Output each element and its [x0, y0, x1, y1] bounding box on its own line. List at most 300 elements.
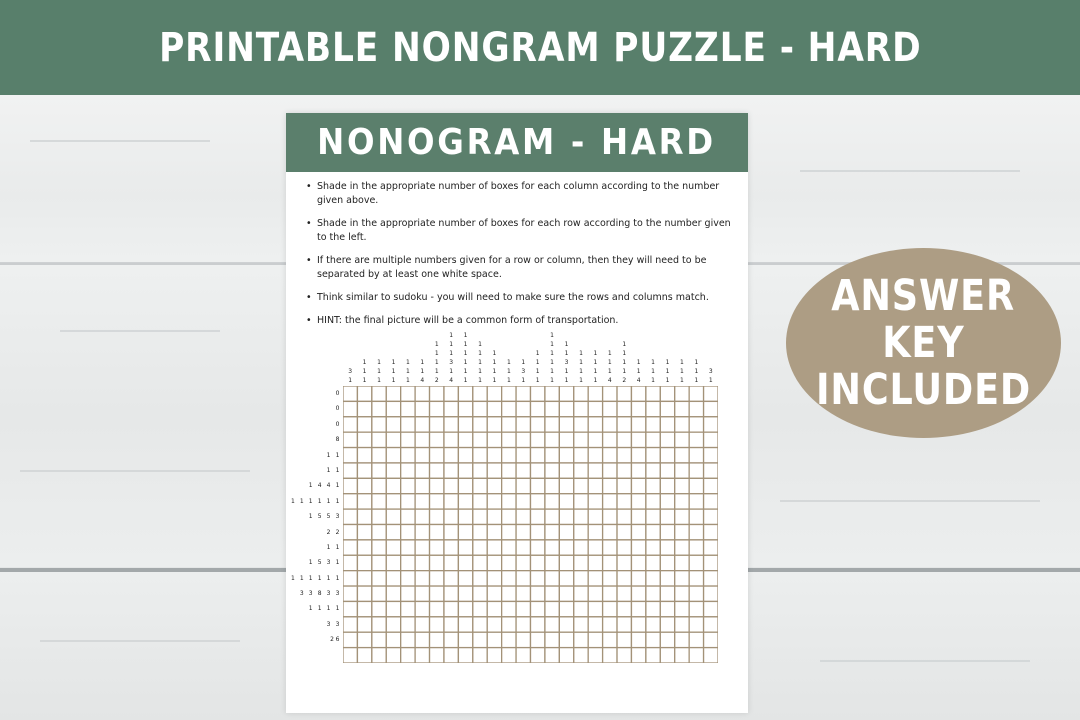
grid-cell[interactable] — [646, 448, 660, 463]
grid-cell[interactable] — [646, 555, 660, 570]
grid-cell[interactable] — [458, 448, 472, 463]
grid-cell[interactable] — [386, 417, 400, 432]
grid-cell[interactable] — [588, 509, 602, 524]
grid-cell[interactable] — [689, 555, 703, 570]
grid-cell[interactable] — [531, 601, 545, 616]
grid-cell[interactable] — [559, 617, 573, 632]
grid-cell[interactable] — [617, 417, 631, 432]
grid-cell[interactable] — [675, 617, 689, 632]
grid-cell[interactable] — [415, 448, 429, 463]
grid-cell[interactable] — [357, 463, 371, 478]
grid-cell[interactable] — [487, 648, 501, 663]
grid-cell[interactable] — [588, 432, 602, 447]
grid-cell[interactable] — [574, 555, 588, 570]
grid-cell[interactable] — [372, 525, 386, 540]
grid-cell[interactable] — [617, 648, 631, 663]
grid-cell[interactable] — [415, 571, 429, 586]
grid-cell[interactable] — [444, 448, 458, 463]
grid-cell[interactable] — [430, 540, 444, 555]
grid-cell[interactable] — [372, 478, 386, 493]
grid-cell[interactable] — [545, 540, 559, 555]
grid-cell[interactable] — [574, 432, 588, 447]
grid-cell[interactable] — [487, 401, 501, 416]
grid-cell[interactable] — [357, 617, 371, 632]
grid-cell[interactable] — [401, 448, 415, 463]
grid-cell[interactable] — [343, 601, 357, 616]
grid-cell[interactable] — [386, 478, 400, 493]
grid-cell[interactable] — [689, 478, 703, 493]
grid-cell[interactable] — [473, 571, 487, 586]
grid-cell[interactable] — [502, 601, 516, 616]
grid-cell[interactable] — [516, 617, 530, 632]
grid-cell[interactable] — [617, 525, 631, 540]
grid-cell[interactable] — [401, 494, 415, 509]
grid-cell[interactable] — [689, 386, 703, 401]
grid-cell[interactable] — [415, 509, 429, 524]
grid-cell[interactable] — [574, 648, 588, 663]
grid-cell[interactable] — [545, 432, 559, 447]
grid-cell[interactable] — [588, 586, 602, 601]
grid-cell[interactable] — [704, 494, 718, 509]
grid-cell[interactable] — [631, 632, 645, 647]
grid-cell[interactable] — [588, 648, 602, 663]
grid-cell[interactable] — [357, 509, 371, 524]
grid-cell[interactable] — [660, 525, 674, 540]
grid-cell[interactable] — [675, 586, 689, 601]
grid-cell[interactable] — [458, 540, 472, 555]
grid-cell[interactable] — [704, 601, 718, 616]
grid-cell[interactable] — [487, 509, 501, 524]
grid-cell[interactable] — [617, 632, 631, 647]
grid-cell[interactable] — [559, 540, 573, 555]
grid-cell[interactable] — [487, 632, 501, 647]
grid-cell[interactable] — [444, 417, 458, 432]
grid-cell[interactable] — [603, 648, 617, 663]
grid-cell[interactable] — [588, 601, 602, 616]
grid-cell[interactable] — [343, 525, 357, 540]
grid-cell[interactable] — [473, 432, 487, 447]
grid-cell[interactable] — [473, 617, 487, 632]
grid-cell[interactable] — [617, 432, 631, 447]
grid-cell[interactable] — [430, 586, 444, 601]
grid-cell[interactable] — [545, 401, 559, 416]
grid-cell[interactable] — [704, 463, 718, 478]
grid-cell[interactable] — [458, 632, 472, 647]
grid-cell[interactable] — [343, 432, 357, 447]
grid-cell[interactable] — [502, 386, 516, 401]
grid-cell[interactable] — [646, 540, 660, 555]
grid-cell[interactable] — [603, 432, 617, 447]
grid-cell[interactable] — [545, 617, 559, 632]
grid-cell[interactable] — [516, 632, 530, 647]
grid-cell[interactable] — [675, 540, 689, 555]
grid-cell[interactable] — [502, 448, 516, 463]
grid-cell[interactable] — [487, 448, 501, 463]
grid-cell[interactable] — [689, 448, 703, 463]
grid-cell[interactable] — [372, 632, 386, 647]
grid-cell[interactable] — [487, 525, 501, 540]
grid-cell[interactable] — [487, 432, 501, 447]
grid-cell[interactable] — [386, 601, 400, 616]
grid-cell[interactable] — [444, 478, 458, 493]
grid-cell[interactable] — [458, 617, 472, 632]
grid-cell[interactable] — [617, 478, 631, 493]
grid-cell[interactable] — [631, 555, 645, 570]
grid-cell[interactable] — [545, 648, 559, 663]
grid-cell[interactable] — [545, 571, 559, 586]
grid-cell[interactable] — [631, 417, 645, 432]
grid-cell[interactable] — [574, 494, 588, 509]
grid-cell[interactable] — [646, 648, 660, 663]
grid-cell[interactable] — [646, 463, 660, 478]
grid-cell[interactable] — [343, 494, 357, 509]
grid-cell[interactable] — [430, 386, 444, 401]
grid-cell[interactable] — [415, 540, 429, 555]
grid-cell[interactable] — [444, 617, 458, 632]
grid-cell[interactable] — [545, 509, 559, 524]
grid-cell[interactable] — [372, 417, 386, 432]
grid-cell[interactable] — [386, 432, 400, 447]
grid-cell[interactable] — [444, 601, 458, 616]
grid-cell[interactable] — [646, 417, 660, 432]
grid-cell[interactable] — [559, 417, 573, 432]
grid-cell[interactable] — [458, 571, 472, 586]
grid-cell[interactable] — [386, 494, 400, 509]
grid-cell[interactable] — [704, 648, 718, 663]
grid-cell[interactable] — [458, 525, 472, 540]
grid-cell[interactable] — [646, 601, 660, 616]
grid-cell[interactable] — [531, 555, 545, 570]
grid-cell[interactable] — [531, 494, 545, 509]
grid-cell[interactable] — [675, 478, 689, 493]
grid-cell[interactable] — [704, 632, 718, 647]
grid-cell[interactable] — [343, 448, 357, 463]
grid-cell[interactable] — [531, 632, 545, 647]
grid-cell[interactable] — [415, 632, 429, 647]
grid-cell[interactable] — [516, 648, 530, 663]
grid-cell[interactable] — [473, 601, 487, 616]
grid-cell[interactable] — [660, 401, 674, 416]
grid-cell[interactable] — [704, 448, 718, 463]
grid-cell[interactable] — [487, 478, 501, 493]
grid-cell[interactable] — [372, 571, 386, 586]
grid-cell[interactable] — [386, 463, 400, 478]
grid-cell[interactable] — [631, 648, 645, 663]
grid-cell[interactable] — [646, 632, 660, 647]
grid-cell[interactable] — [372, 601, 386, 616]
grid-cell[interactable] — [545, 448, 559, 463]
grid-cell[interactable] — [559, 478, 573, 493]
grid-cell[interactable] — [689, 432, 703, 447]
grid-cell[interactable] — [415, 417, 429, 432]
grid-cell[interactable] — [401, 555, 415, 570]
grid-cell[interactable] — [458, 463, 472, 478]
grid-cell[interactable] — [372, 648, 386, 663]
grid-cell[interactable] — [545, 463, 559, 478]
grid-cell[interactable] — [675, 417, 689, 432]
grid-cell[interactable] — [357, 448, 371, 463]
grid-cell[interactable] — [473, 540, 487, 555]
grid-cell[interactable] — [689, 525, 703, 540]
grid-cell[interactable] — [516, 401, 530, 416]
grid-cell[interactable] — [531, 525, 545, 540]
grid-cell[interactable] — [372, 432, 386, 447]
grid-cell[interactable] — [357, 601, 371, 616]
grid-cell[interactable] — [675, 401, 689, 416]
grid-cell[interactable] — [430, 601, 444, 616]
grid-cell[interactable] — [689, 601, 703, 616]
grid-cell[interactable] — [386, 540, 400, 555]
grid-cell[interactable] — [415, 617, 429, 632]
grid-cell[interactable] — [603, 601, 617, 616]
grid-cell[interactable] — [487, 417, 501, 432]
grid-cell[interactable] — [675, 386, 689, 401]
grid-cell[interactable] — [343, 386, 357, 401]
grid-cell[interactable] — [372, 617, 386, 632]
grid-cell[interactable] — [574, 478, 588, 493]
grid-cell[interactable] — [545, 525, 559, 540]
grid-cell[interactable] — [617, 555, 631, 570]
grid-cell[interactable] — [415, 478, 429, 493]
grid-cell[interactable] — [603, 525, 617, 540]
grid-cell[interactable] — [675, 509, 689, 524]
grid-cell[interactable] — [704, 417, 718, 432]
grid-cell[interactable] — [603, 555, 617, 570]
grid-cell[interactable] — [559, 509, 573, 524]
grid-cell[interactable] — [473, 463, 487, 478]
grid-cell[interactable] — [401, 401, 415, 416]
grid-cell[interactable] — [603, 509, 617, 524]
grid-cell[interactable] — [545, 601, 559, 616]
grid-cell[interactable] — [487, 586, 501, 601]
grid-cell[interactable] — [458, 401, 472, 416]
grid-cell[interactable] — [675, 525, 689, 540]
grid-cell[interactable] — [401, 478, 415, 493]
grid-cell[interactable] — [675, 448, 689, 463]
grid-cell[interactable] — [343, 648, 357, 663]
grid-cell[interactable] — [631, 386, 645, 401]
grid-cell[interactable] — [473, 448, 487, 463]
grid-cell[interactable] — [603, 386, 617, 401]
grid-cell[interactable] — [646, 571, 660, 586]
grid-cell[interactable] — [343, 586, 357, 601]
grid-cell[interactable] — [574, 632, 588, 647]
grid-cell[interactable] — [531, 648, 545, 663]
grid-cell[interactable] — [574, 586, 588, 601]
grid-cell[interactable] — [531, 586, 545, 601]
grid-cell[interactable] — [704, 386, 718, 401]
grid-cell[interactable] — [516, 509, 530, 524]
grid-cell[interactable] — [357, 571, 371, 586]
grid-cell[interactable] — [660, 478, 674, 493]
grid-cell[interactable] — [660, 648, 674, 663]
grid-cell[interactable] — [603, 463, 617, 478]
grid-cell[interactable] — [502, 509, 516, 524]
grid-cell[interactable] — [617, 540, 631, 555]
grid-cell[interactable] — [603, 586, 617, 601]
grid-cell[interactable] — [502, 494, 516, 509]
grid-cell[interactable] — [444, 648, 458, 663]
grid-cell[interactable] — [704, 401, 718, 416]
grid-cell[interactable] — [430, 432, 444, 447]
grid-cell[interactable] — [631, 601, 645, 616]
grid-cell[interactable] — [675, 555, 689, 570]
grid-cell[interactable] — [357, 555, 371, 570]
grid-cell[interactable] — [559, 386, 573, 401]
grid-cell[interactable] — [473, 525, 487, 540]
grid-cell[interactable] — [617, 571, 631, 586]
grid-cell[interactable] — [704, 509, 718, 524]
grid-cell[interactable] — [704, 586, 718, 601]
grid-cell[interactable] — [588, 632, 602, 647]
grid-cell[interactable] — [603, 448, 617, 463]
grid-cell[interactable] — [372, 494, 386, 509]
grid-cell[interactable] — [444, 525, 458, 540]
grid-cell[interactable] — [386, 555, 400, 570]
grid-cell[interactable] — [401, 571, 415, 586]
grid-cell[interactable] — [631, 525, 645, 540]
grid-cell[interactable] — [458, 648, 472, 663]
grid-cell[interactable] — [631, 478, 645, 493]
grid-cell[interactable] — [574, 525, 588, 540]
grid-cell[interactable] — [588, 417, 602, 432]
grid-cell[interactable] — [444, 401, 458, 416]
grid-cell[interactable] — [415, 525, 429, 540]
grid-cell[interactable] — [415, 494, 429, 509]
grid-cell[interactable] — [502, 540, 516, 555]
grid-cell[interactable] — [415, 586, 429, 601]
grid-cell[interactable] — [473, 555, 487, 570]
grid-cell[interactable] — [704, 525, 718, 540]
grid-cell[interactable] — [559, 586, 573, 601]
grid-cell[interactable] — [372, 509, 386, 524]
grid-cell[interactable] — [617, 386, 631, 401]
grid-cell[interactable] — [372, 555, 386, 570]
grid-cell[interactable] — [531, 478, 545, 493]
grid-cell[interactable] — [502, 555, 516, 570]
grid-cell[interactable] — [430, 617, 444, 632]
grid-cell[interactable] — [502, 571, 516, 586]
grid-cell[interactable] — [516, 417, 530, 432]
grid-cell[interactable] — [444, 509, 458, 524]
grid-cell[interactable] — [588, 463, 602, 478]
grid-cell[interactable] — [588, 448, 602, 463]
grid-cell[interactable] — [646, 617, 660, 632]
grid-cell[interactable] — [430, 525, 444, 540]
grid-cell[interactable] — [473, 386, 487, 401]
grid-cell[interactable] — [343, 463, 357, 478]
grid-cell[interactable] — [415, 386, 429, 401]
grid-cell[interactable] — [372, 401, 386, 416]
grid-cell[interactable] — [458, 601, 472, 616]
grid-cell[interactable] — [559, 555, 573, 570]
grid-cell[interactable] — [516, 601, 530, 616]
grid-cell[interactable] — [531, 448, 545, 463]
grid-cell[interactable] — [430, 401, 444, 416]
grid-cell[interactable] — [487, 540, 501, 555]
grid-cell[interactable] — [401, 509, 415, 524]
grid-cell[interactable] — [574, 571, 588, 586]
grid-cell[interactable] — [502, 617, 516, 632]
grid-cell[interactable] — [704, 617, 718, 632]
grid-cell[interactable] — [631, 540, 645, 555]
grid-cell[interactable] — [631, 494, 645, 509]
grid-cell[interactable] — [401, 632, 415, 647]
grid-cell[interactable] — [473, 478, 487, 493]
grid-cell[interactable] — [516, 432, 530, 447]
grid-cell[interactable] — [631, 432, 645, 447]
grid-cell[interactable] — [603, 571, 617, 586]
grid-cell[interactable] — [588, 525, 602, 540]
grid-cell[interactable] — [386, 509, 400, 524]
grid-cell[interactable] — [675, 463, 689, 478]
grid-cell[interactable] — [458, 417, 472, 432]
grid-cell[interactable] — [531, 617, 545, 632]
grid-cell[interactable] — [473, 509, 487, 524]
grid-cell[interactable] — [631, 617, 645, 632]
grid-cell[interactable] — [516, 494, 530, 509]
grid-cell[interactable] — [588, 386, 602, 401]
grid-cell[interactable] — [401, 432, 415, 447]
grid-cell[interactable] — [660, 494, 674, 509]
grid-cell[interactable] — [660, 586, 674, 601]
grid-cell[interactable] — [415, 648, 429, 663]
grid-cell[interactable] — [430, 448, 444, 463]
grid-cell[interactable] — [502, 401, 516, 416]
grid-cell[interactable] — [430, 632, 444, 647]
grid-cell[interactable] — [386, 586, 400, 601]
grid-cell[interactable] — [487, 463, 501, 478]
grid-cell[interactable] — [559, 571, 573, 586]
grid-cell[interactable] — [401, 601, 415, 616]
grid-cell[interactable] — [502, 478, 516, 493]
grid-cell[interactable] — [675, 648, 689, 663]
grid-cell[interactable] — [386, 571, 400, 586]
grid-cell[interactable] — [487, 617, 501, 632]
grid-cell[interactable] — [531, 417, 545, 432]
grid-cell[interactable] — [502, 432, 516, 447]
grid-cell[interactable] — [531, 432, 545, 447]
grid-cell[interactable] — [343, 571, 357, 586]
grid-cell[interactable] — [516, 386, 530, 401]
nonogram-grid[interactable] — [343, 386, 718, 663]
grid-cell[interactable] — [516, 463, 530, 478]
grid-cell[interactable] — [415, 463, 429, 478]
grid-cell[interactable] — [401, 586, 415, 601]
grid-cell[interactable] — [603, 617, 617, 632]
grid-cell[interactable] — [704, 571, 718, 586]
grid-cell[interactable] — [588, 478, 602, 493]
grid-cell[interactable] — [675, 432, 689, 447]
grid-cell[interactable] — [660, 540, 674, 555]
grid-cell[interactable] — [545, 478, 559, 493]
grid-cell[interactable] — [458, 478, 472, 493]
grid-cell[interactable] — [617, 448, 631, 463]
grid-cell[interactable] — [516, 586, 530, 601]
grid-cell[interactable] — [401, 525, 415, 540]
grid-cell[interactable] — [545, 417, 559, 432]
grid-cell[interactable] — [444, 494, 458, 509]
grid-cell[interactable] — [631, 586, 645, 601]
grid-cell[interactable] — [646, 478, 660, 493]
grid-cell[interactable] — [660, 632, 674, 647]
grid-cell[interactable] — [689, 648, 703, 663]
grid-cell[interactable] — [516, 571, 530, 586]
grid-cell[interactable] — [574, 463, 588, 478]
grid-cell[interactable] — [357, 417, 371, 432]
grid-cell[interactable] — [444, 632, 458, 647]
grid-cell[interactable] — [516, 478, 530, 493]
